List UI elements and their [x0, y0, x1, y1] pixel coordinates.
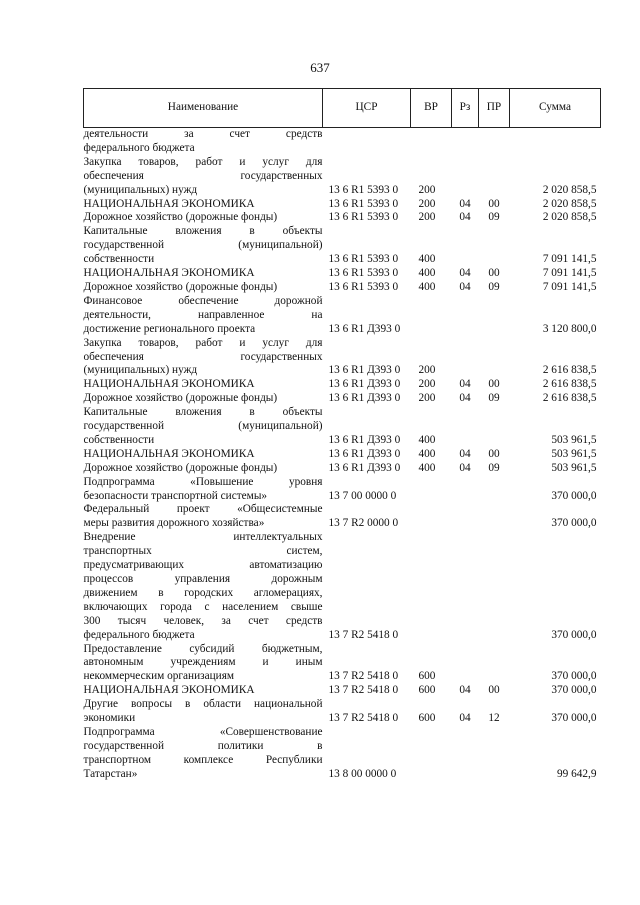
row-vr: 400 [418, 267, 436, 280]
row-csr: 13 6 R1 Д393 0 [328, 378, 401, 391]
row-name-line: Закупка товаров, работ и услуг для [83, 155, 323, 168]
table-row [84, 503, 601, 531]
row-name [84, 156, 323, 198]
row-name [84, 392, 323, 406]
row-name-line: Дорожное хозяйство (дорожные фонды) [83, 392, 278, 405]
row-name-line: Внедрение интеллектуальных [83, 531, 323, 544]
row-rz: 04 [459, 461, 471, 474]
row-pr [479, 128, 510, 156]
row-pr: 00 [488, 267, 500, 280]
row-csr: 13 6 R1 Д393 0 [328, 461, 401, 474]
row-vr: 200 [418, 364, 436, 377]
row-csr: 13 6 R1 5393 0 [328, 253, 399, 266]
row-sum: 2 020 858,5 [542, 183, 597, 196]
row-rz [452, 726, 479, 782]
header-pr: ПР [479, 89, 510, 128]
row-pr: 09 [488, 211, 500, 224]
row-pr [479, 295, 510, 337]
row-csr: 13 6 R1 Д393 0 [328, 364, 401, 377]
row-name-line: процессов управления дорожным [83, 573, 323, 585]
row-sum: 3 120 800,0 [542, 322, 597, 335]
row-name-line: НАЦИОНАЛЬНАЯ ЭКОНОМИКА [83, 378, 255, 391]
row-sum: 503 961,5 [551, 447, 597, 460]
row-name-line: государственной (муниципальной) [83, 420, 323, 433]
row-rz [452, 128, 479, 156]
row-vr: 200 [418, 378, 436, 391]
row-name-line: Татарстан» [83, 767, 138, 780]
row-sum: 2 020 858,5 [542, 211, 597, 224]
row-sum: 2 020 858,5 [542, 197, 597, 210]
row-rz [452, 406, 479, 448]
table-row [84, 448, 601, 462]
row-name [84, 531, 323, 642]
row-name-line: обеспечения государственных [83, 350, 323, 363]
row-name-line: достижение регионального проекта [83, 322, 256, 335]
row-name [84, 337, 323, 379]
row-name-line: некоммерческим организациям [83, 670, 235, 683]
row-name [84, 503, 323, 531]
table-row [84, 643, 601, 685]
row-rz: 04 [459, 447, 471, 460]
row-name-line: безопасности транспортной системы» [83, 489, 268, 502]
row-rz [452, 295, 479, 337]
row-vr: 400 [418, 461, 436, 474]
table-row [84, 392, 601, 406]
row-csr: 13 6 R1 5393 0 [328, 280, 399, 293]
row-name-line: (муниципальных) нужд [83, 183, 198, 196]
row-pr [479, 337, 510, 379]
row-name-line: НАЦИОНАЛЬНАЯ ЭКОНОМИКА [83, 684, 255, 697]
row-sum: 370 000,0 [551, 517, 597, 530]
row-pr: 00 [488, 197, 500, 210]
row-name-line: Предоставление субсидий бюджетным, [83, 642, 323, 655]
row-name-line: государственной (муниципальной) [83, 239, 323, 252]
row-name [84, 698, 323, 726]
row-sum: 370 000,0 [551, 712, 597, 725]
row-vr: 600 [418, 712, 436, 725]
row-csr: 13 7 R2 0000 0 [328, 517, 399, 530]
table-row [84, 406, 601, 448]
row-name [84, 726, 323, 782]
row-vr [411, 531, 452, 642]
row-vr: 200 [418, 392, 436, 405]
row-sum: 7 091 141,5 [542, 280, 597, 293]
row-name-line: Закупка товаров, работ и услуг для [83, 336, 323, 349]
table-row [84, 476, 601, 504]
row-sum: 2 616 838,5 [542, 392, 597, 405]
row-pr [479, 531, 510, 642]
row-csr: 13 7 00 0000 0 [328, 489, 397, 502]
row-name-line: Другие вопросы в области национальной [83, 698, 323, 711]
row-vr: 600 [418, 684, 436, 697]
row-sum: 370 000,0 [551, 489, 597, 502]
row-name-line: государственной политики в [83, 739, 323, 752]
row-name [84, 476, 323, 504]
row-pr: 00 [488, 684, 500, 697]
header-vr: ВР [411, 89, 452, 128]
row-csr: 13 6 R1 Д393 0 [328, 447, 401, 460]
row-rz: 04 [459, 197, 471, 210]
table-row [84, 295, 601, 337]
header-name: Наименование [84, 89, 323, 128]
row-name-line: обеспечения государственных [83, 169, 323, 182]
row-pr [479, 503, 510, 531]
header-rz: Рз [452, 89, 479, 128]
row-name [84, 281, 323, 295]
row-name-line: деятельности за счет средств [83, 128, 323, 140]
row-name [84, 295, 323, 337]
row-name [84, 211, 323, 225]
row-name-line: федерального бюджета [83, 141, 195, 154]
row-vr: 400 [418, 433, 436, 446]
row-name-line: НАЦИОНАЛЬНАЯ ЭКОНОМИКА [83, 267, 255, 280]
row-name-line: предусматривающих автоматизацию [83, 559, 323, 572]
row-name [84, 198, 323, 212]
row-name-line: движением в городских агломерациях, [83, 586, 323, 599]
row-sum: 370 000,0 [551, 628, 597, 641]
row-name [84, 462, 323, 476]
row-name-line: Дорожное хозяйство (дорожные фонды) [83, 461, 278, 474]
table-row [84, 225, 601, 267]
row-sum: 370 000,0 [551, 684, 597, 697]
row-csr: 13 6 R1 5393 0 [328, 183, 399, 196]
row-name [84, 267, 323, 281]
table-row [84, 378, 601, 392]
row-pr: 00 [488, 447, 500, 460]
table-row [84, 128, 601, 156]
row-name [84, 643, 323, 685]
table-row [84, 337, 601, 379]
row-csr: 13 6 R1 5393 0 [328, 211, 399, 224]
row-pr: 12 [488, 712, 500, 725]
row-name-line: собственности [83, 433, 155, 446]
row-name-line: Дорожное хозяйство (дорожные фонды) [83, 280, 278, 293]
budget-table [83, 88, 601, 782]
row-name-line: включающих города с населением свыше [83, 600, 323, 613]
row-sum: 7 091 141,5 [542, 267, 597, 280]
row-pr: 09 [488, 280, 500, 293]
row-pr [479, 156, 510, 198]
row-vr: 600 [418, 670, 436, 683]
row-name-line: НАЦИОНАЛЬНАЯ ЭКОНОМИКА [83, 197, 255, 210]
row-sum: 503 961,5 [551, 461, 597, 474]
row-vr [411, 726, 452, 782]
row-name-line: Капитальные вложения в объекты [83, 406, 323, 419]
page-number: 637 [310, 60, 330, 75]
row-csr: 13 7 R2 5418 0 [328, 712, 399, 725]
row-vr [411, 128, 452, 156]
row-csr: 13 8 00 0000 0 [328, 767, 397, 780]
row-sum: 2 616 838,5 [542, 378, 597, 391]
table-row [84, 726, 601, 782]
header-sum: Сумма [510, 89, 601, 128]
table-body [84, 128, 601, 782]
row-csr: 13 7 R2 5418 0 [328, 628, 399, 641]
table-header [84, 89, 601, 128]
row-vr: 400 [418, 280, 436, 293]
row-rz [452, 225, 479, 267]
table-row [84, 198, 601, 212]
row-name-line: Капитальные вложения в объекты [83, 225, 323, 238]
row-pr [479, 476, 510, 504]
row-sum: 503 961,5 [551, 433, 597, 446]
row-pr [479, 225, 510, 267]
row-pr: 00 [488, 378, 500, 391]
row-rz [452, 531, 479, 642]
row-vr: 200 [418, 183, 436, 196]
row-name-line: НАЦИОНАЛЬНАЯ ЭКОНОМИКА [83, 447, 255, 460]
row-name [84, 684, 323, 698]
row-pr [479, 726, 510, 782]
row-sum: 99 642,9 [556, 767, 597, 780]
header-csr: ЦСР [323, 89, 411, 128]
row-csr: 13 6 R1 5393 0 [328, 267, 399, 280]
row-vr [411, 476, 452, 504]
table-row [84, 211, 601, 225]
row-csr: 13 6 R1 Д393 0 [328, 433, 401, 446]
row-sum: 2 616 838,5 [542, 364, 597, 377]
row-name-line: Подпрограмма «Повышение уровня [83, 475, 323, 488]
row-name [84, 448, 323, 462]
row-rz [452, 337, 479, 379]
row-rz: 04 [459, 684, 471, 697]
row-vr: 400 [418, 253, 436, 266]
row-name-line: экономики [83, 712, 136, 725]
row-name-line: 300 тысяч человек, за счет средств [83, 614, 323, 627]
row-vr [411, 295, 452, 337]
row-name-line: Федеральный проект «Общесистемные [83, 503, 323, 516]
row-pr [479, 406, 510, 448]
row-name [84, 128, 323, 156]
table-row [84, 267, 601, 281]
row-name-line: Дорожное хозяйство (дорожные фонды) [83, 211, 278, 224]
row-pr: 09 [488, 461, 500, 474]
row-name-line: Финансовое обеспечение дорожной [83, 294, 323, 307]
table-row [84, 281, 601, 295]
row-name-line: собственности [83, 253, 155, 266]
row-rz: 04 [459, 712, 471, 725]
row-pr [479, 643, 510, 685]
table-row [84, 684, 601, 698]
table-row [84, 698, 601, 726]
row-rz [452, 643, 479, 685]
row-name-line: (муниципальных) нужд [83, 364, 198, 377]
row-vr [411, 503, 452, 531]
row-vr: 200 [418, 197, 436, 210]
row-rz: 04 [459, 267, 471, 280]
row-vr: 400 [418, 447, 436, 460]
row-csr: 13 6 R1 Д393 0 [328, 392, 401, 405]
row-sum: 7 091 141,5 [542, 253, 597, 266]
row-sum [510, 128, 601, 156]
row-rz: 04 [459, 392, 471, 405]
row-vr: 200 [418, 211, 436, 224]
row-rz [452, 156, 479, 198]
row-csr: 13 7 R2 5418 0 [328, 684, 399, 697]
row-name-line: федерального бюджета [83, 628, 195, 641]
row-rz: 04 [459, 280, 471, 293]
row-rz [452, 476, 479, 504]
row-sum: 370 000,0 [551, 670, 597, 683]
row-rz: 04 [459, 378, 471, 391]
row-name-line: транспортных систем, [83, 545, 323, 558]
row-rz: 04 [459, 211, 471, 224]
row-name [84, 378, 323, 392]
row-csr: 13 6 R1 Д393 0 [328, 322, 401, 335]
table-row [84, 156, 601, 198]
row-name-line: Подпрограмма «Совершенствование [83, 725, 323, 738]
row-csr: 13 7 R2 5418 0 [328, 670, 399, 683]
budget-table-sheet [83, 88, 600, 782]
row-csr [323, 128, 411, 156]
row-name [84, 225, 323, 267]
row-name [84, 406, 323, 448]
row-csr: 13 6 R1 5393 0 [328, 197, 399, 210]
row-name-line: автономным учреждениям и иным [83, 656, 323, 669]
row-name-line: транспортном комплексе Республики [83, 753, 323, 766]
row-pr: 09 [488, 392, 500, 405]
table-row [84, 462, 601, 476]
table-row [84, 531, 601, 642]
row-name-line: меры развития дорожного хозяйства» [83, 517, 265, 530]
row-name-line: деятельности, направленное на [83, 308, 323, 321]
row-rz [452, 503, 479, 531]
